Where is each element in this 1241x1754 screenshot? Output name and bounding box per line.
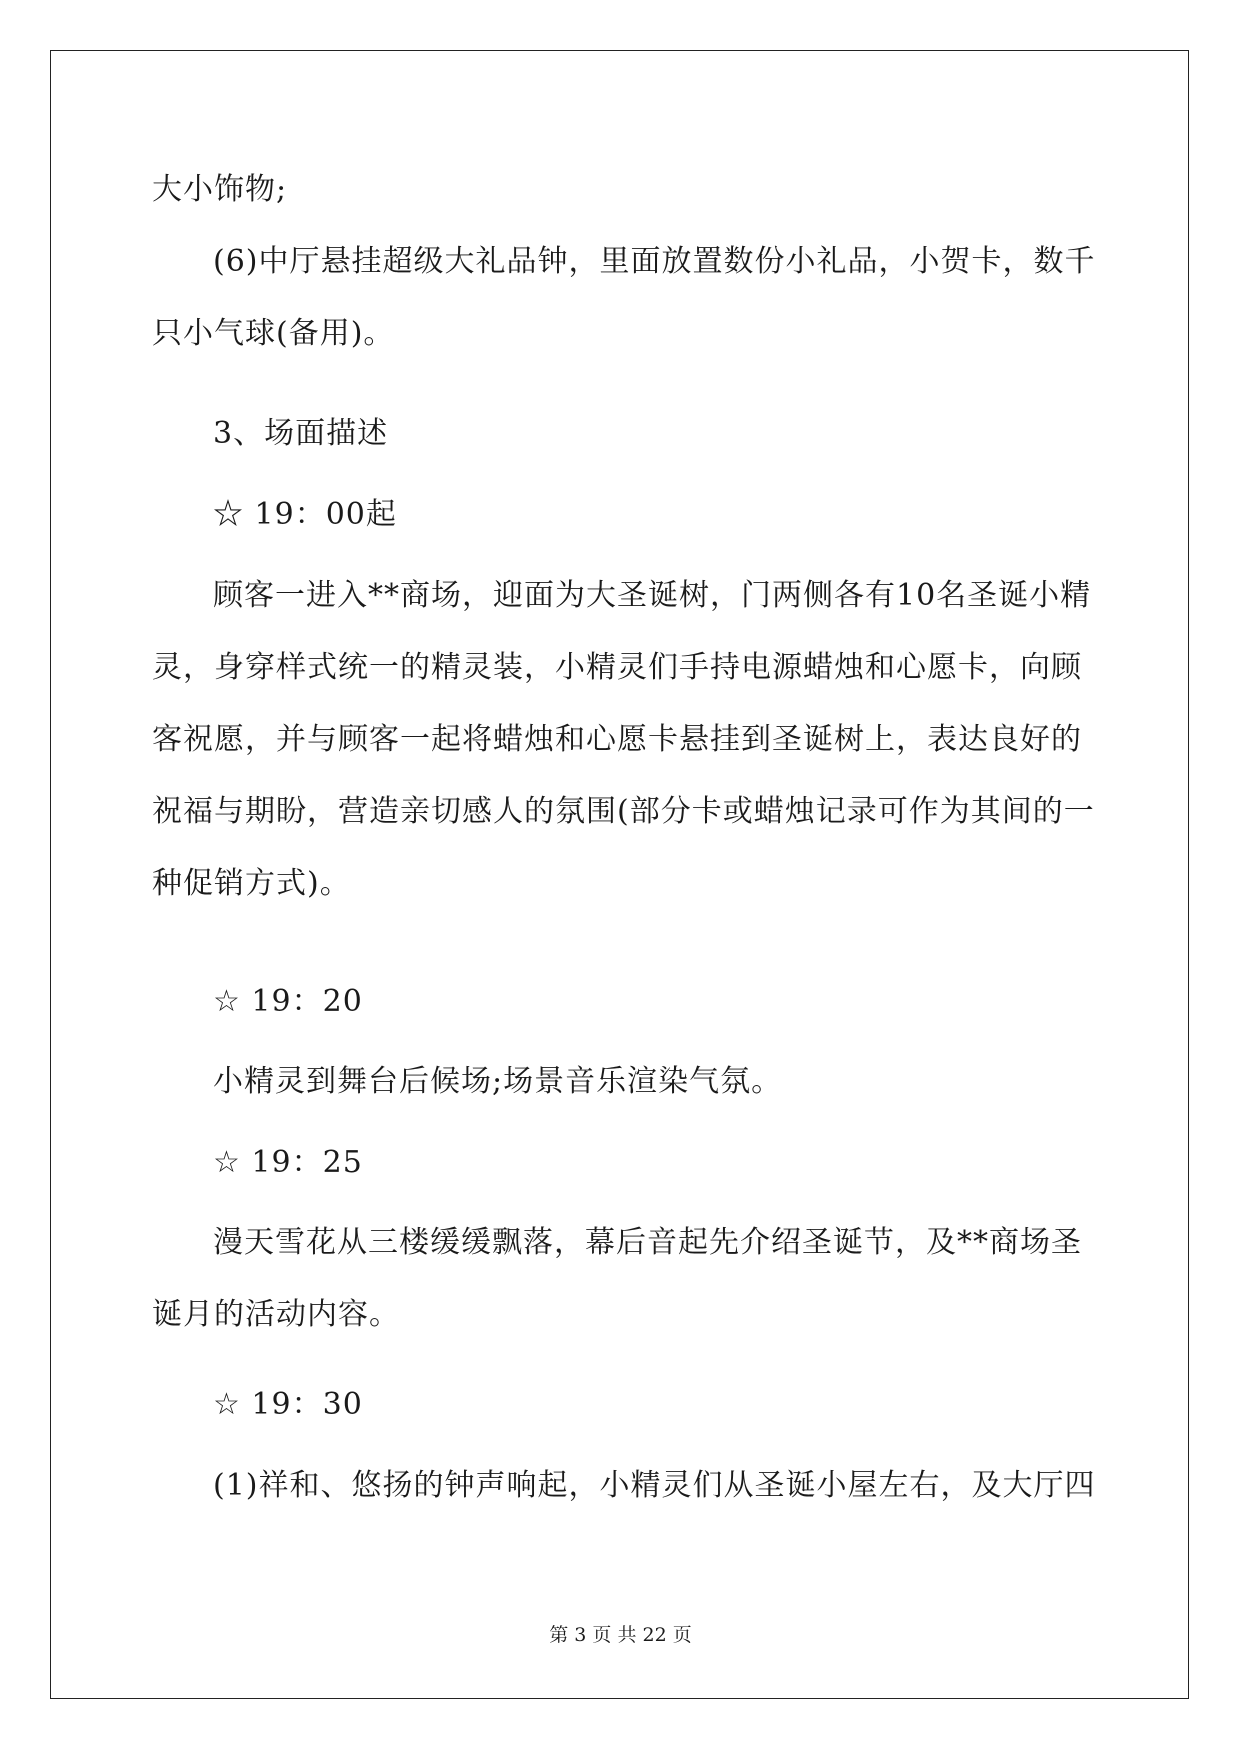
text-line: 只小气球(备用)。: [152, 316, 395, 351]
text-line: 灵，身穿样式统一的精灵装，小精灵们手持电源蜡烛和心愿卡，向顾: [152, 650, 1082, 685]
time-marker: ☆ 19：00起: [213, 497, 397, 532]
time-marker: ☆ 19：25: [213, 1145, 363, 1180]
text-line: 漫天雪花从三楼缓缓飘落，幕后音起先介绍圣诞节，及**商场圣: [213, 1225, 1082, 1260]
time-marker: ☆ 19：20: [213, 984, 363, 1019]
time-marker: ☆ 19：30: [213, 1387, 363, 1422]
text-line: 小精灵到舞台后候场;场景音乐渲染气氛。: [213, 1064, 783, 1099]
text-line: 种促销方式)。: [152, 866, 351, 901]
text-line: 大小饰物;: [152, 172, 288, 207]
page-number-footer: 第 3 页 共 22 页: [549, 1624, 692, 1646]
text-line: (1)祥和、悠扬的钟声响起，小精灵们从圣诞小屋左右，及大厅四: [213, 1468, 1096, 1503]
text-line: 诞月的活动内容。: [152, 1297, 400, 1332]
text-line: 顾客一进入**商场，迎面为大圣诞树，门两侧各有10名圣诞小精: [213, 578, 1092, 613]
section-heading: 3、场面描述: [213, 416, 389, 451]
text-line: 祝福与期盼，营造亲切感人的氛围(部分卡或蜡烛记录可作为其间的一: [152, 794, 1095, 829]
text-line: (6)中厅悬挂超级大礼品钟，里面放置数份小礼品，小贺卡，数千: [213, 244, 1096, 279]
text-line: 客祝愿，并与顾客一起将蜡烛和心愿卡悬挂到圣诞树上，表达良好的: [152, 722, 1082, 757]
